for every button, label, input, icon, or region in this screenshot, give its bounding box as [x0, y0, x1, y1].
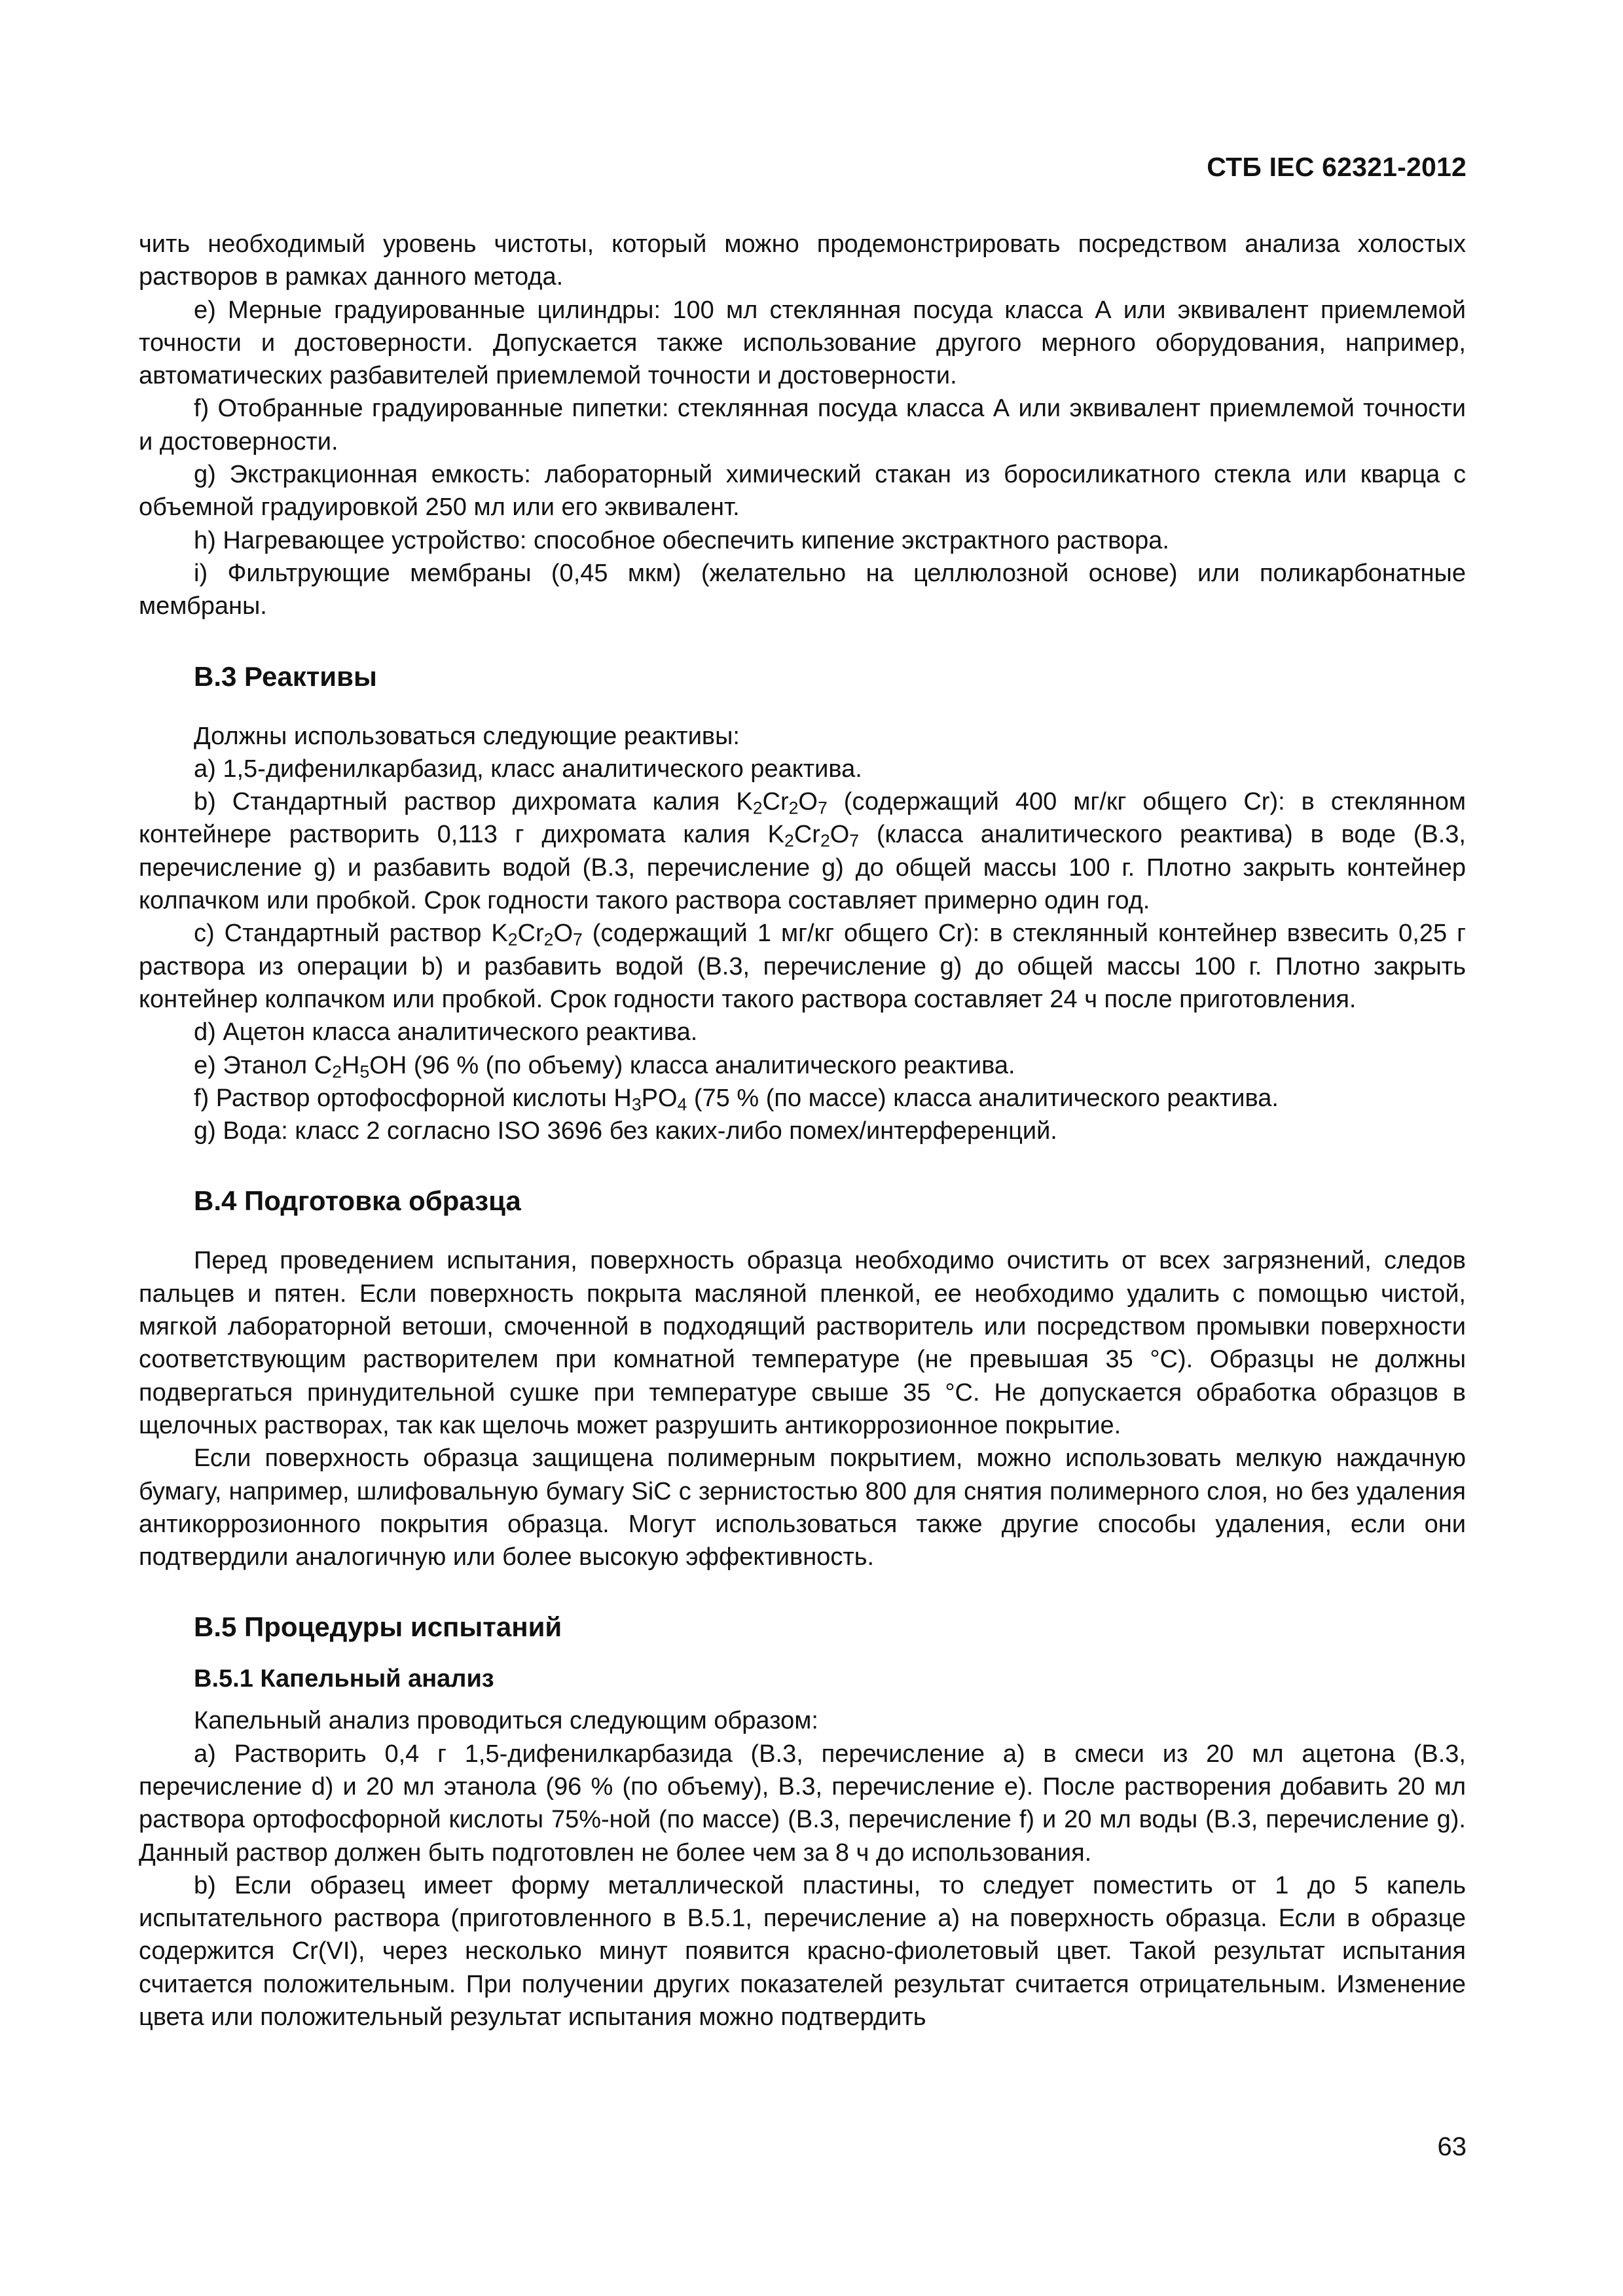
reagents-intro: Должны использоваться следующие реактивы: — [194, 722, 740, 750]
reagent-item-c: c) Стандартный раствор $K_2Cr_2O_7$ (содержащий 1 мг/кг общего Cr): в стеклянный контейнер взвесить 0,25 г раствора из операции b) и разбавить водой (B.3, перечисление g) до общей массы 100 г. Плотно закрыть контейнер колпачком или пробкой. Срок годности такого раствора составляет 24 ч после приготовления. — [139, 920, 1466, 1013]
equipment-item-g: g) Экстракционная емкость: лабораторный химический стакан из боросиликатного стекла или кварца с объемной градуировкой 250 мл или его эквивалент. — [139, 461, 1466, 522]
equipment-item-h: h) Нагревающее устройство: способное обеспечить кипение экстрактного раствора. — [194, 526, 1169, 554]
reagent-item-a: a) 1,5-дифенилкарбазид, класс аналитического реактива. — [194, 755, 862, 783]
spot-test-item-b: b) Если образец имеет форму металлической пластины, то следует поместить от 1 до 5 капель испытательного раствора (приготовленного в B.5.1, перечисление a) на поверхность образца. Если в образце содержится Cr(VI), через несколько минут появится красно-фиолетовый цвет. Такой результат испытания считается положительным. При получении других показателей результат считается отрицательным. Изменение цвета или положительный результат испытания можно подтвердить — [139, 1871, 1466, 2032]
continuation-paragraph: чить необходимый уровень чистоты, который можно продемонстрировать посредством анализа холостых растворов в рамках данного метода. — [139, 230, 1466, 291]
equipment-item-i: i) Фильтрующие мембраны (0,45 мкм) (желательно на целлюлозной основе) или поликарбонатные мембраны. — [139, 559, 1466, 620]
page-content — [139, 228, 1466, 2034]
document-code-header: СТБ IEC 62321-2012 — [1207, 152, 1467, 182]
section-b5-1-heading: B.5.1 Капельный анализ — [194, 1665, 494, 1693]
reagent-item-g: g) Вода: класс 2 согласно ISO 3696 без каких-либо помех/интерференций. — [194, 1117, 1057, 1145]
equipment-item-f: f) Отобранные градуированные пипетки: стеклянная посуда класса А или эквивалент приемлемой точности и достоверности. — [139, 395, 1466, 456]
reagent-item-d: d) Ацетон класса аналитического реактива. — [194, 1018, 698, 1047]
spot-test-intro: Капельный анализ проводиться следующим образом: — [194, 1707, 818, 1735]
sample-prep-paragraph-1: Перед проведением испытания, поверхность образца необходимо очистить от всех загрязнений, следов пальцев и пятен. Если поверхность покрыта масляной пленкой, ее необходимо удалить с помощью чистой, мягкой лабораторной ветоши, смоченной в подходящий растворитель или посредством промывки поверхности соответствующим растворителем при комнатной температуре (не превышая 35 °С). Образцы не должны подвергаться принудительной сушке при температуре свыше 35 °С. Не допускается обработка образцов в щелочных растворах, так как щелочь может разрушить антикоррозионное покрытие. — [139, 1247, 1466, 1439]
section-b5-heading: B.5 Процедуры испытаний — [194, 1611, 562, 1643]
spot-test-item-a: a) Растворить 0,4 г 1,5-дифенилкарбазида (B.3, перечисление a) в смеси из 20 мл ацетона (B.3, перечисление d) и 20 мл этанола (96 % (по объему), B.3, перечисление e). После растворения добавить 20 мл раствора ортофосфорной кислоты 75%-ной (по массе) (B.3, перечисление f) и 20 мл воды (B.3, перечисление g). Данный раствор должен быть подготовлен не более чем за 8 ч до использования. — [139, 1740, 1466, 1867]
page-number: 63 — [1437, 2132, 1467, 2161]
reagent-item-b: b) Стандартный раствор дихромата калия $K_2Cr_2O_7$ (содержащий 400 мг/кг общего Cr): в стеклянном контейнере растворить 0,113 г дихромата калия $K_2Cr_2O_7$ (класса аналитического реактива) в воде (B.3, перечисление g) и разбавить водой (B.3, перечисление g) до общей массы 100 г. Плотно закрыть контейнер колпачком или пробкой. Срок годности такого раствора составляет примерно один год. — [139, 788, 1467, 915]
sample-prep-paragraph-2: Если поверхность образца защищена полимерным покрытием, можно использовать мелкую наждачную бумагу, например, шлифовальную бумагу SiC с зернистостью 800 для снятия полимерного слоя, но без удаления антикоррозионного покрытия образца. Могут использоваться также другие способы удаления, если они подтвердили аналогичную или более высокую эффективность. — [139, 1444, 1466, 1571]
section-b4-heading: B.4 Подготовка образца — [194, 1185, 521, 1217]
reagent-item-e: e) Этанол $C_2H_5OH$ (96 % (по объему) класса аналитического реактива. — [194, 1051, 1015, 1082]
reagent-item-f: f) Раствор ортофосфорной кислоты $H_3PO_4$ (75 % (по массе) класса аналитического реактива. — [194, 1084, 1279, 1115]
equipment-item-e: e) Мерные градуированные цилиндры: 100 мл стеклянная посуда класса А или эквивалент приемлемой точности и достоверности. Допускается также использование другого мерного оборудования, например, автоматических разбавителей приемлемой точности и достоверности. — [139, 296, 1466, 390]
section-b3-heading: B.3 Реактивы — [194, 660, 377, 692]
